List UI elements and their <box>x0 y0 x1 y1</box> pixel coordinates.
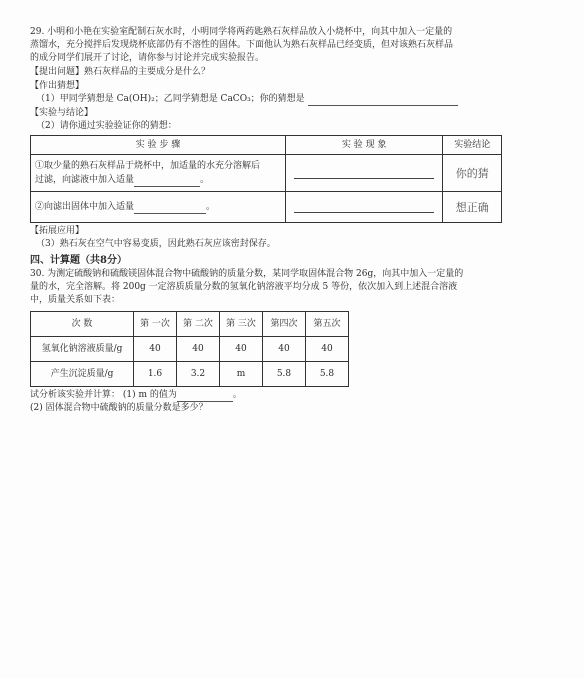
naoh-3: 40 <box>220 337 263 362</box>
precipitate-data-table <box>30 311 349 387</box>
step-2-line-1: ②向滤出固体中加入适量 <box>35 202 135 212</box>
phenomenon-2[interactable] <box>286 192 443 223</box>
conclusion-1: 你的猜 <box>443 155 502 192</box>
trial-2-header: 第 二次 <box>177 312 220 337</box>
page-content <box>30 26 550 415</box>
phenomenon-2-blank[interactable] <box>294 202 434 213</box>
q30-intro-line-1: 30. 为测定硫酸钠和硫酸镁固体混合物中硫酸钠的质量分数，某同学取固体混合物 26g，向其中加入一定量的 <box>30 269 464 279</box>
data-row-naoh <box>31 337 349 362</box>
phenomenon-1[interactable] <box>286 155 443 192</box>
section-4-title: 四、计算题（共8分） <box>30 255 127 266</box>
conclusion-2: 想正确 <box>443 192 502 223</box>
precip-4: 5.8 <box>263 362 306 387</box>
phenomenon-1-blank[interactable] <box>294 168 434 179</box>
question-29 <box>30 26 550 251</box>
naoh-2: 40 <box>177 337 220 362</box>
row-label-naoh: 氢氧化钠溶液质量/g <box>31 337 134 362</box>
precip-2: 3.2 <box>177 362 220 387</box>
row-label-precipitate: 产生沉淀质量/g <box>31 362 134 387</box>
data-row-trials <box>31 312 349 337</box>
step-1-suffix: 。 <box>200 175 210 185</box>
question-30 <box>30 268 550 415</box>
experiment-row-1 <box>31 155 502 192</box>
q30-sub1-text: 试分析该实验并计算： (1) m 的值为 <box>30 390 177 400</box>
step-1-line-1: ①取少量的熟石灰样品于烧杯中，加适量的水充分溶解后 <box>35 161 261 171</box>
naoh-1: 40 <box>134 337 177 362</box>
raise-question-label: 【提出问题】熟石灰样品的主要成分是什么？ <box>30 67 211 77</box>
extension-text: （3）熟石灰在空气中容易变质，因此熟石灰应该密封保存。 <box>36 239 276 249</box>
q29-intro-line-3: 的成分同学们展开了讨论，请你参与讨论并完成实验报告。 <box>30 53 265 63</box>
experiment-text: （2）请你通过实验验证你的猜想： <box>36 121 177 131</box>
naoh-4: 40 <box>263 337 306 362</box>
step-2 <box>31 192 286 223</box>
header-steps: 实 验 步 骤 <box>31 136 286 155</box>
experiment-table <box>30 135 502 223</box>
hypothesis-label: 【作出猜想】 <box>30 81 85 91</box>
header-phenomena: 实 验 现 象 <box>286 136 443 155</box>
step-1-reagent-blank[interactable] <box>134 176 200 187</box>
precip-5: 5.8 <box>306 362 349 387</box>
q30-sub1-suffix: 。 <box>232 390 242 400</box>
experiment-table-header <box>31 136 502 155</box>
extension-label: 【拓展应用】 <box>30 226 85 236</box>
q30-intro-line-2: 量的水，完全溶解。将 200g 一定溶质质量分数的氢氧化钠溶液平均分成 5 等份，依次加入到上述混合溶液 <box>30 282 458 292</box>
experiment-row-2 <box>31 192 502 223</box>
step-2-suffix: 。 <box>206 202 216 212</box>
trial-4-header: 第四次 <box>263 312 306 337</box>
precip-3: m <box>220 362 263 387</box>
step-2-reagent-blank[interactable] <box>134 203 206 214</box>
step-1-line-2: 过滤，向滤液中加入适量 <box>35 175 135 185</box>
step-1 <box>31 155 286 192</box>
trial-5-header: 第五次 <box>306 312 349 337</box>
experiment-label: 【实验与结论】 <box>30 108 94 118</box>
m-value-blank[interactable] <box>177 391 233 402</box>
q30-sub1 <box>30 389 550 402</box>
hypothesis-answer-blank[interactable] <box>308 95 458 106</box>
naoh-5: 40 <box>306 337 349 362</box>
data-row-precipitate <box>31 362 349 387</box>
row-label-trials: 次 数 <box>31 312 134 337</box>
q29-intro-line-2: 蒸馏水，充分搅拌后发现烧杯底部仍有不溶性的固体。下面他认为熟石灰样品已经变质，但对该熟石灰样品 <box>30 40 454 50</box>
q30-sub2: (2) 固体混合物中硫酸钠的质量分数是多少？ <box>30 403 208 413</box>
trial-3-header: 第 三次 <box>220 312 263 337</box>
header-conclusion: 实验结论 <box>443 136 502 155</box>
hypothesis-line <box>36 93 550 106</box>
q30-intro-line-3: 中，质量关系如下表： <box>30 295 121 305</box>
trial-1-header: 第 一次 <box>134 312 177 337</box>
q29-intro-line-1: 29. 小明和小艳在实验室配制石灰水时，小明同学将两药匙熟石灰样品放入小烧杯中，向其中加入一定量的 <box>30 27 453 37</box>
hypothesis-text: （1）甲同学猜想是 Ca(OH)₂；乙同学猜想是 CaCO₃；你的猜想是 <box>36 94 305 104</box>
precip-1: 1.6 <box>134 362 177 387</box>
